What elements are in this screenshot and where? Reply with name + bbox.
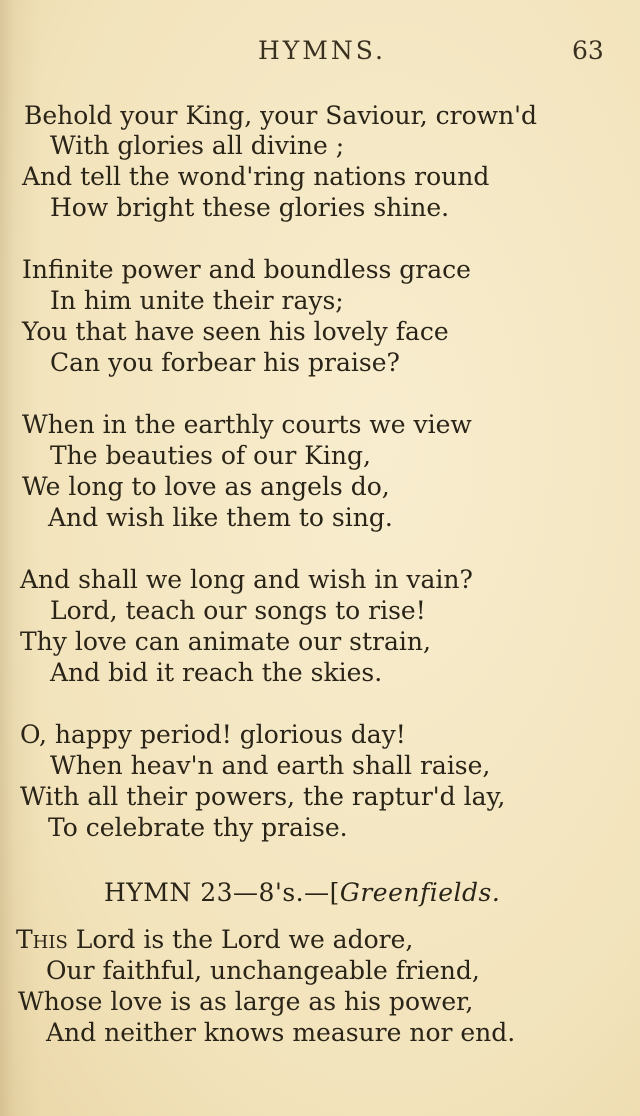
verse-line: Whose love is as large as his power, <box>18 987 474 1016</box>
verse-line: When in the earthly courts we view <box>22 410 472 439</box>
verse-line: Lord, teach our songs to rise! <box>50 596 426 625</box>
page-number: 63 <box>572 36 604 65</box>
verse-line: Behold your King, your Saviour, crown'd <box>24 101 538 130</box>
running-head <box>0 36 640 70</box>
verse-line: Infinite power and boundless grace <box>22 255 471 284</box>
verse-line-first <box>16 925 413 955</box>
running-title: HYMNS. <box>258 36 386 65</box>
hymn-number-and-meter: HYMN 23—8's.—[ <box>104 878 340 907</box>
tune-name: Greenfields. <box>339 878 501 907</box>
verse-line: In him unite their rays; <box>50 286 344 315</box>
verse-line: Thy love can animate our strain, <box>20 627 431 656</box>
drop-word: This <box>16 925 68 954</box>
verse-line: And shall we long and wish in vain? <box>20 565 473 594</box>
verse-line: And neither knows measure nor end. <box>46 1018 516 1047</box>
verse-line: We long to love as angels do, <box>22 472 390 501</box>
verse-line: And tell the wond'ring nations round <box>22 162 490 191</box>
verse-line: When heav'n and earth shall raise, <box>50 751 491 780</box>
verse-line: To celebrate thy praise. <box>48 813 348 842</box>
verse-line: How bright these glories shine. <box>50 193 450 222</box>
verse-line: And wish like them to sing. <box>48 503 393 532</box>
verse-line: With all their powers, the raptur'd lay, <box>20 782 506 811</box>
first-line-rest: Lord is the Lord we adore, <box>67 925 414 954</box>
hymn-23-heading <box>104 878 500 907</box>
verse-line: With glories all divine ; <box>50 131 345 160</box>
verse-line: The beauties of our King, <box>50 441 371 470</box>
verse-line: O, happy period! glorious day! <box>20 720 406 749</box>
verse-line: You that have seen his lovely face <box>22 317 449 346</box>
verse-line: And bid it reach the skies. <box>50 658 383 687</box>
verse-line: Can you forbear his praise? <box>50 348 400 377</box>
verse-line: Our faithful, unchangeable friend, <box>46 956 480 985</box>
